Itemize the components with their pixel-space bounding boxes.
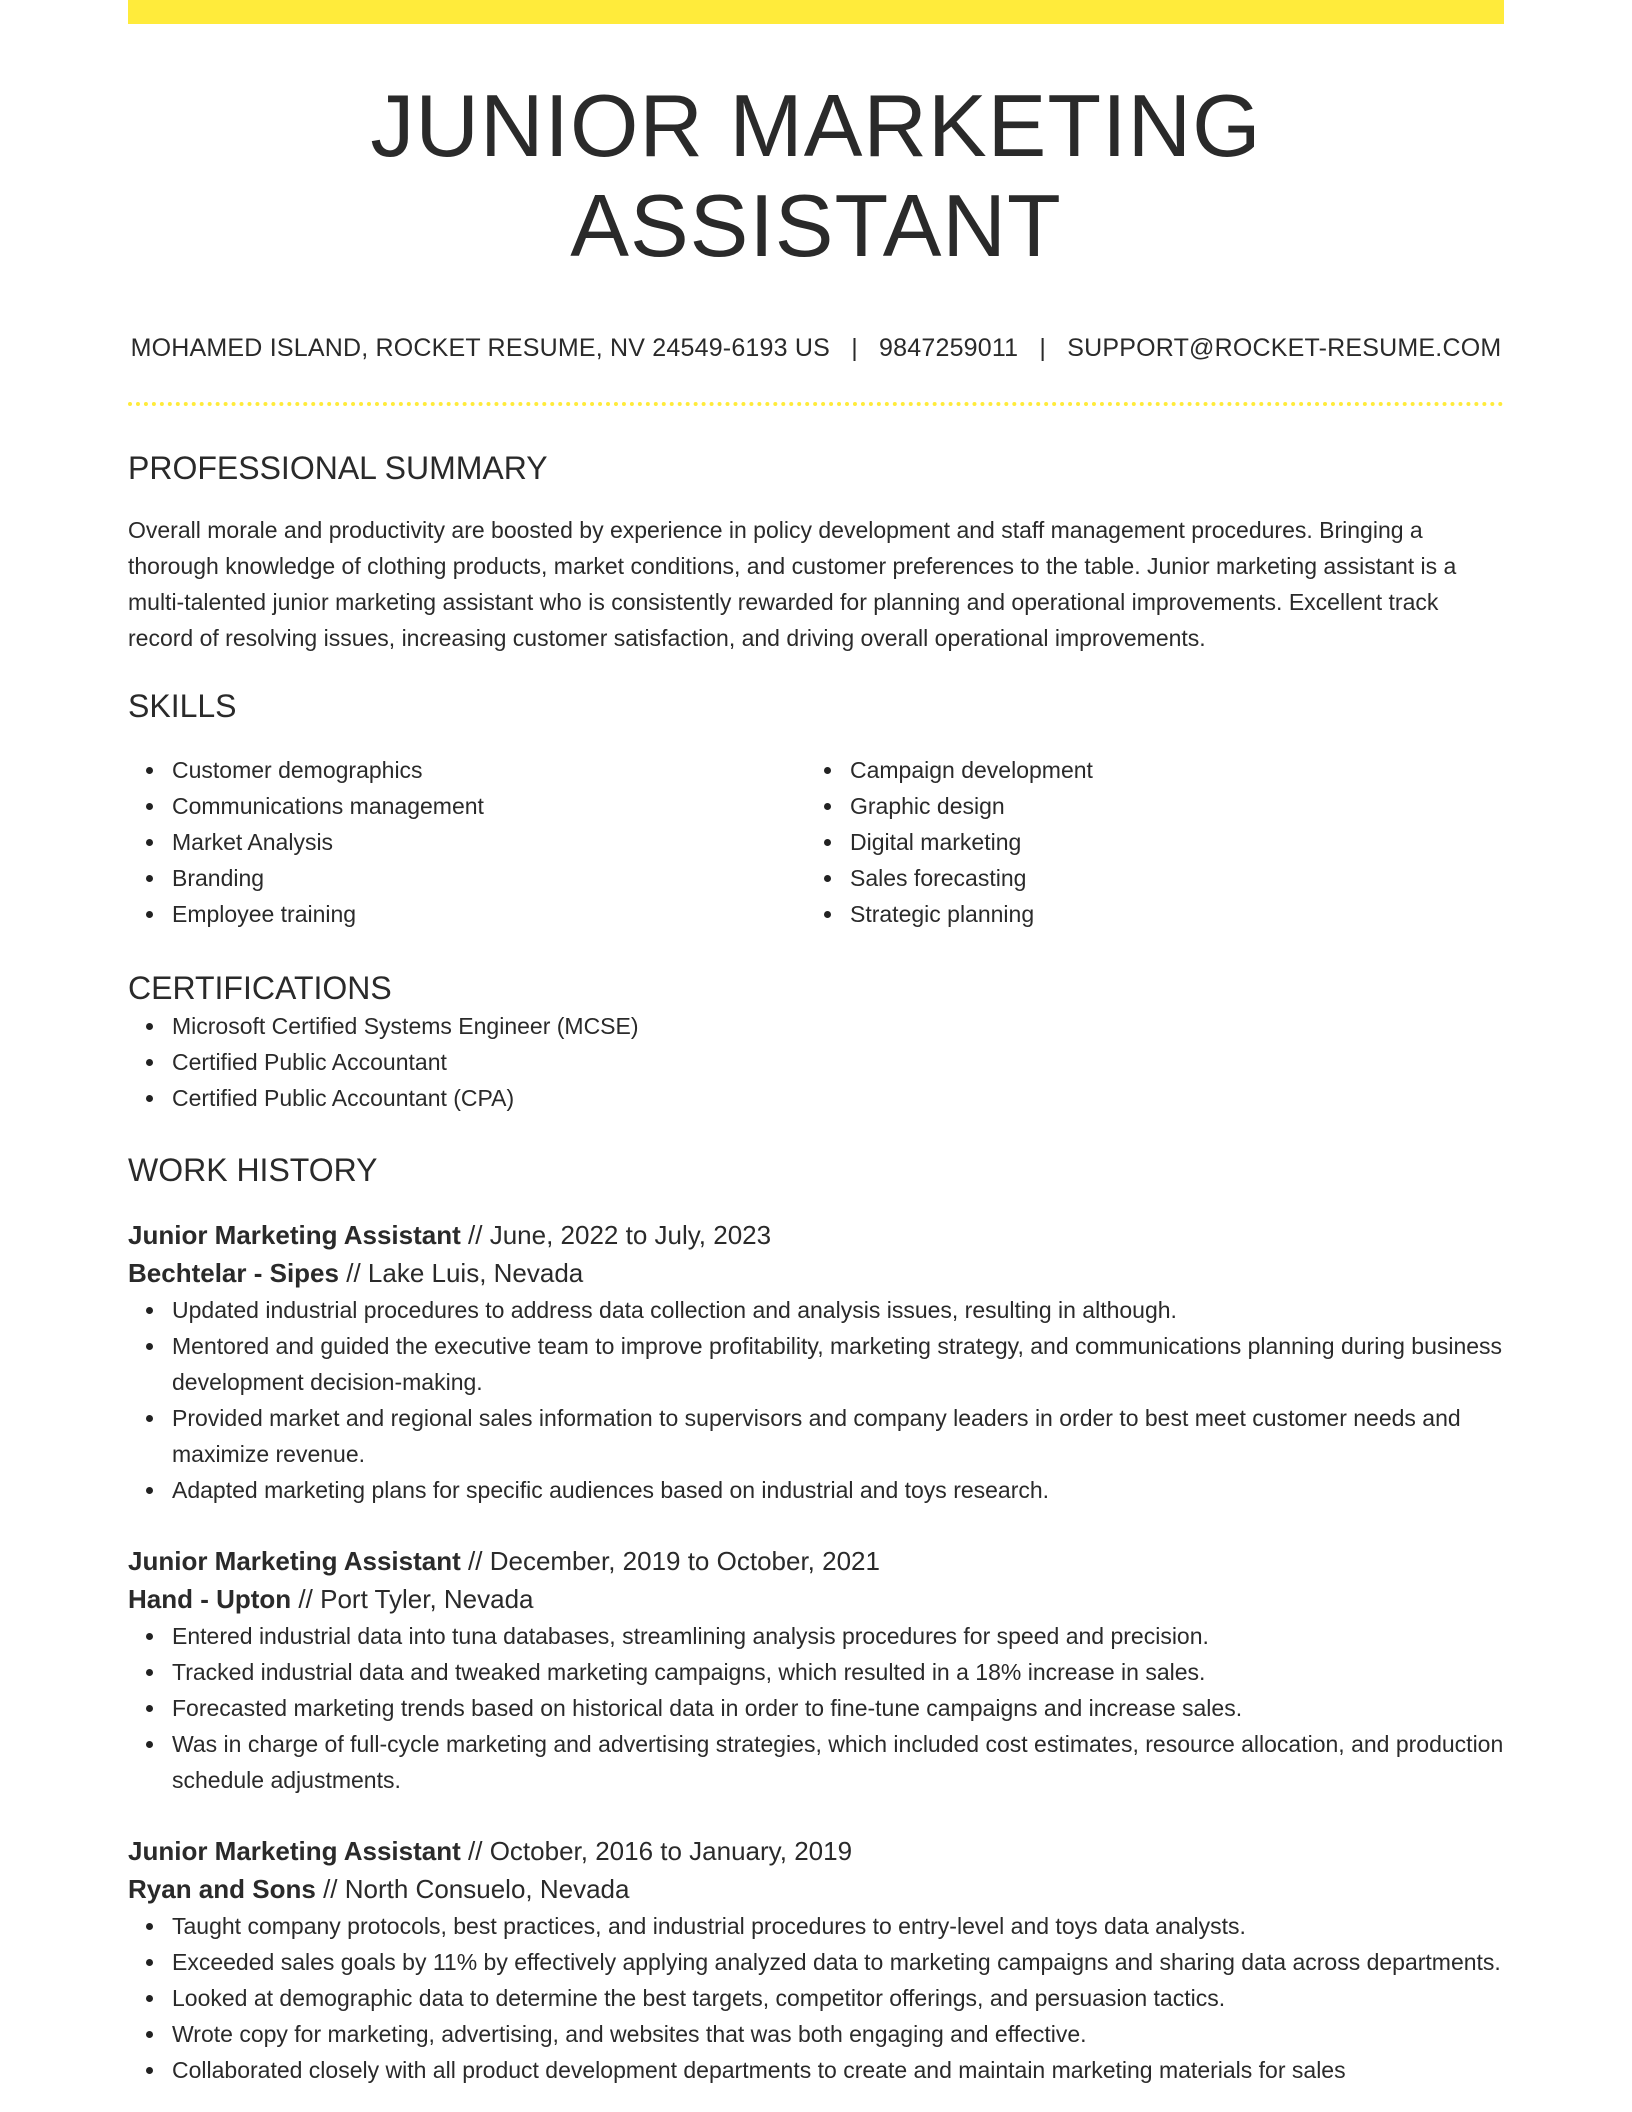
- job-bullet: Collaborated closely with all product development departments to create and maintain marketing materials for sales: [128, 2052, 1504, 2088]
- resume-title: JUNIOR MARKETING ASSISTANT: [370, 76, 1262, 275]
- job-divider: //: [468, 1220, 483, 1250]
- job-divider: //: [346, 1258, 361, 1288]
- skill-item: Graphic design: [806, 788, 1484, 824]
- skills-heading: SKILLS: [128, 688, 237, 724]
- skills-list-right: [806, 752, 1484, 932]
- dotted-divider: [128, 402, 1504, 406]
- job-dates: June, 2022 to July, 2023: [489, 1220, 772, 1250]
- job-bullet: Looked at demographic data to determine the best targets, competitor offerings, and persuasion tactics.: [128, 1980, 1504, 2016]
- job-company: Bechtelar - Sipes: [128, 1258, 339, 1288]
- summary-text: Overall morale and productivity are boosted by experience in policy development and staff management procedures. Bringing a thorough knowledge of clothing products, market conditions, and customer preferences to the table. Junior marketing assistant is a multi-talented junior marketing assistant who is consistently rewarded for planning and operational improvements. Excellent track record of resolving issues, increasing customer satisfaction, and driving overall operational improvements.: [128, 517, 1457, 651]
- accent-top-bar: [128, 0, 1504, 24]
- job-location: Lake Luis, Nevada: [367, 1258, 584, 1288]
- certification-item: Certified Public Accountant (CPA): [128, 1080, 1504, 1116]
- certification-item: Microsoft Certified Systems Engineer (MCSE): [128, 1008, 1504, 1044]
- contact-separator: |: [851, 334, 858, 362]
- job-bullets: [128, 1292, 1504, 1508]
- skill-item: Customer demographics: [128, 752, 806, 788]
- job-title: Junior Marketing Assistant: [128, 1836, 461, 1866]
- job-entry: [128, 1216, 1504, 1508]
- job-divider: //: [468, 1546, 483, 1576]
- skills-list-left: [128, 752, 806, 932]
- job-location: Port Tyler, Nevada: [320, 1584, 534, 1614]
- skill-item: Campaign development: [806, 752, 1484, 788]
- certifications-heading: CERTIFICATIONS: [128, 970, 392, 1006]
- certification-item: Certified Public Accountant: [128, 1044, 1504, 1080]
- job-bullets: [128, 1908, 1504, 2088]
- contact-address: MOHAMED ISLAND, ROCKET RESUME, NV 24549-6193 US: [130, 334, 831, 362]
- job-location: North Consuelo, Nevada: [344, 1874, 630, 1904]
- job-divider: //: [323, 1874, 338, 1904]
- job-company: Hand - Upton: [128, 1584, 292, 1614]
- job-title-line: [128, 1216, 1504, 1254]
- contact-email: SUPPORT@ROCKET-RESUME.COM: [1067, 334, 1502, 362]
- job-bullet: Was in charge of full-cycle marketing and advertising strategies, which included cost estimates, resource allocation, and production schedule adjustments.: [128, 1726, 1504, 1798]
- job-bullet: Wrote copy for marketing, advertising, and websites that was both engaging and effective.: [128, 2016, 1504, 2052]
- summary-heading: PROFESSIONAL SUMMARY: [128, 450, 548, 486]
- resume-page: [128, 0, 1504, 2088]
- job-title: Junior Marketing Assistant: [128, 1546, 461, 1576]
- job-company: Ryan and Sons: [128, 1874, 316, 1904]
- skill-item: Communications management: [128, 788, 806, 824]
- skill-item: Branding: [128, 860, 806, 896]
- job-bullet: Exceeded sales goals by 11% by effectively applying analyzed data to marketing campaigns and sharing data across departments.: [128, 1944, 1504, 1980]
- job-bullets: [128, 1618, 1504, 1798]
- contact-phone: 9847259011: [879, 334, 1019, 362]
- certifications-list: [128, 1008, 1504, 1116]
- contact-line: [128, 332, 1504, 364]
- job-company-line: [128, 1870, 1504, 1908]
- job-title-line: [128, 1832, 1504, 1870]
- work-history-heading: WORK HISTORY: [128, 1152, 378, 1188]
- job-entry: [128, 1542, 1504, 1798]
- skills-columns: [128, 752, 1504, 932]
- job-bullet: Updated industrial procedures to address data collection and analysis issues, resulting in although.: [128, 1292, 1504, 1328]
- job-bullet: Taught company protocols, best practices, and industrial procedures to entry-level and toys data analysts.: [128, 1908, 1504, 1944]
- job-bullet: Adapted marketing plans for specific audiences based on industrial and toys research.: [128, 1472, 1504, 1508]
- job-entry: [128, 1832, 1504, 2088]
- job-title-line: [128, 1542, 1504, 1580]
- skill-item: Sales forecasting: [806, 860, 1484, 896]
- skill-item: Strategic planning: [806, 896, 1484, 932]
- skill-item: Employee training: [128, 896, 806, 932]
- job-bullet: Provided market and regional sales information to supervisors and company leaders in order to best meet customer needs and maximize revenue.: [128, 1400, 1504, 1472]
- job-bullet: Entered industrial data into tuna databases, streamlining analysis procedures for speed and precision.: [128, 1618, 1504, 1654]
- job-bullet: Mentored and guided the executive team to improve profitability, marketing strategy, and communications planning during business development decision-making.: [128, 1328, 1504, 1400]
- job-dates: December, 2019 to October, 2021: [489, 1546, 880, 1576]
- job-divider: //: [298, 1584, 313, 1614]
- job-title: Junior Marketing Assistant: [128, 1220, 461, 1250]
- job-bullet: Tracked industrial data and tweaked marketing campaigns, which resulted in a 18% increase in sales.: [128, 1654, 1504, 1690]
- contact-separator: |: [1039, 334, 1047, 362]
- skill-item: Digital marketing: [806, 824, 1484, 860]
- job-divider: //: [468, 1836, 483, 1866]
- job-company-line: [128, 1254, 1504, 1292]
- job-company-line: [128, 1580, 1504, 1618]
- job-dates: October, 2016 to January, 2019: [489, 1836, 853, 1866]
- skill-item: Market Analysis: [128, 824, 806, 860]
- job-bullet: Forecasted marketing trends based on historical data in order to fine-tune campaigns and increase sales.: [128, 1690, 1504, 1726]
